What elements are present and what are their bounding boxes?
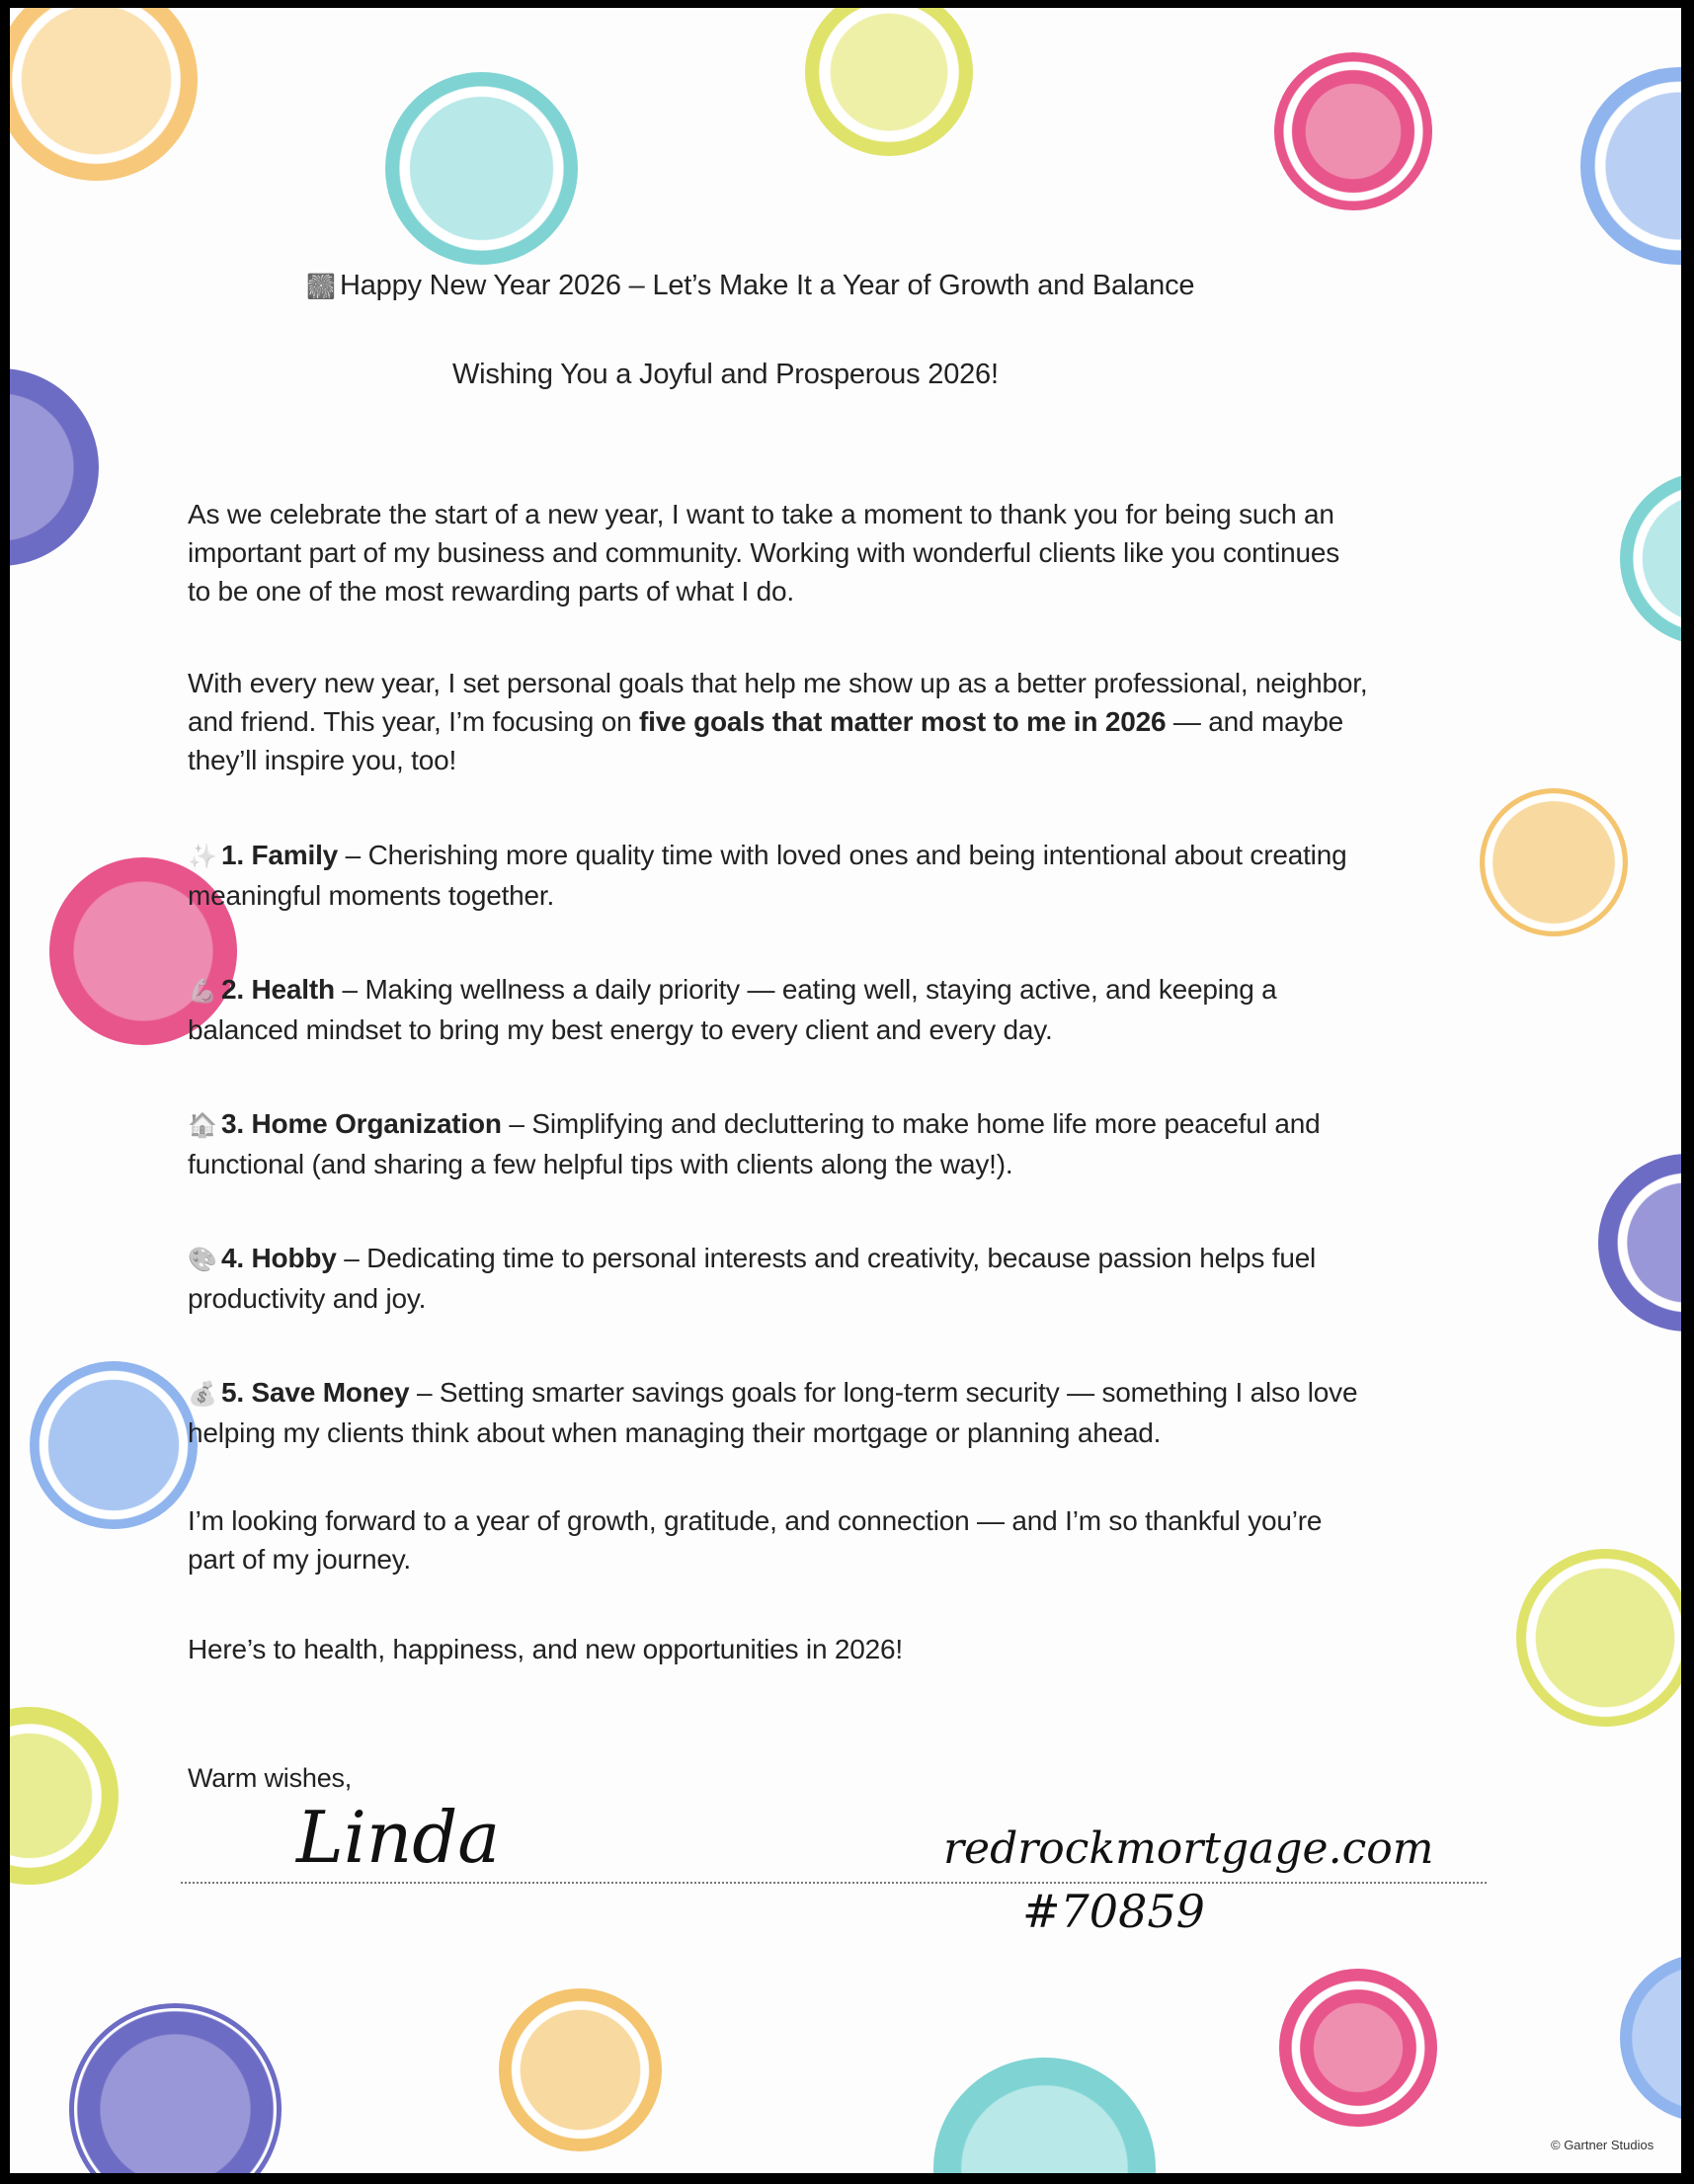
goal-title: 1. Family [221, 840, 339, 870]
text-span: – [501, 1108, 532, 1139]
goal-line: meaningful moments together. [188, 880, 555, 911]
paragraph-intro [188, 495, 1339, 610]
fireworks-icon: 🎆 [306, 274, 336, 300]
goal-line: helping my clients think about when managing their mortgage or planning ahead. [188, 1417, 1162, 1448]
goal-item-health [188, 970, 1277, 1049]
paragraph-closing [188, 1501, 1322, 1578]
paragraph-line: part of my journey. [188, 1544, 411, 1575]
goal-description: Dedicating time to personal interests and creativity, because passion helps fuel [366, 1243, 1317, 1273]
money-bag-icon: 💰 [188, 1381, 217, 1408]
decor-circle-yellow-right [1516, 1549, 1681, 1727]
text-span: – [338, 840, 368, 870]
paragraph-line: they’ll inspire you, too! [188, 745, 457, 775]
paragraph-toast: Here’s to health, happiness, and new opportunities in 2026! [188, 1634, 903, 1664]
decor-circle-blue-top-right [1580, 67, 1681, 265]
decor-circle-purple-right [1598, 1154, 1681, 1332]
decor-circle-teal-top [385, 72, 578, 265]
artist-palette-icon: 🎨 [188, 1247, 217, 1273]
paragraph-line: important part of my business and community. Working with wonderful clients like you continues [188, 537, 1340, 568]
handwritten-license-number: #70859 [1022, 1885, 1205, 1938]
paragraph-line [188, 702, 1367, 741]
goal-line: productivity and joy. [188, 1283, 427, 1314]
letter-title [306, 267, 1194, 306]
decor-circle-purple-bottom-left [69, 2003, 282, 2173]
decor-circle-orange-top-left [10, 8, 198, 181]
decor-circle-pink-bottom [1279, 1969, 1437, 2127]
goal-item-family [188, 836, 1346, 915]
signoff: Warm wishes, [188, 1763, 353, 1793]
goal-item-home-organization [188, 1104, 1320, 1183]
decor-circle-yellow-left [10, 1707, 119, 1885]
goal-line [188, 1373, 1357, 1414]
text-span: – [409, 1377, 440, 1408]
handwritten-website: redrockmortgage.com [943, 1823, 1434, 1874]
goal-description: Cherishing more quality time with loved ones and being intentional about creating [367, 840, 1347, 870]
goal-line [188, 970, 1277, 1011]
decor-circle-blue-left [30, 1361, 198, 1529]
letter-page [10, 8, 1681, 2173]
sparkles-icon: ✨ [188, 844, 217, 870]
decor-circle-teal-bottom [933, 2058, 1156, 2173]
signature-line [181, 1882, 1487, 1884]
decor-circle-blue-bottom-right [1620, 1954, 1681, 2122]
goal-title: 5. Save Money [221, 1377, 410, 1408]
text-span: and friend. This year, I’m focusing on [188, 706, 640, 737]
paragraph-line: As we celebrate the start of a new year, I want to take a moment to thank you for being such an [188, 499, 1334, 529]
text-span: – [336, 1243, 367, 1273]
goal-item-hobby [188, 1239, 1316, 1318]
text-span: – [334, 974, 365, 1005]
goal-line [188, 836, 1346, 876]
handwritten-signature: Linda [296, 1796, 501, 1879]
decor-circle-orange-bottom [499, 1988, 662, 2151]
bold-emphasis: five goals that matter most to me in 2026 [639, 706, 1167, 737]
paragraph-line: With every new year, I set personal goals that help me show up as a better professional, neighbor, [188, 668, 1368, 698]
paragraph-line: to be one of the most rewarding parts of what I do. [188, 576, 794, 607]
goal-line: balanced mindset to bring my best energy to every client and every day. [188, 1014, 1053, 1045]
goal-title: 3. Home Organization [221, 1108, 502, 1139]
decor-circle-purple-left [10, 368, 99, 566]
paragraph-goals-intro [188, 664, 1367, 779]
title-text: Happy New Year 2026 – Let’s Make It a Year of Growth and Balance [340, 270, 1195, 301]
decor-circle-yellow-top [805, 8, 973, 156]
goal-description: Setting smarter savings goals for long-term security — something I also love [439, 1377, 1358, 1408]
goal-title: 2. Health [221, 974, 335, 1005]
copyright-credit: © Gartner Studios [1551, 2138, 1654, 2152]
goal-line [188, 1239, 1316, 1279]
goal-line: functional (and sharing a few helpful tips with clients along the way!). [188, 1149, 1013, 1179]
paragraph-line: I’m looking forward to a year of growth, gratitude, and connection — and I’m so thankful you’re [188, 1505, 1323, 1536]
decor-circle-teal-right [1620, 472, 1681, 645]
flexed-bicep-icon: 💪 [188, 978, 217, 1005]
house-icon: 🏠 [188, 1112, 217, 1139]
letter-subtitle: Wishing You a Joyful and Prosperous 2026! [452, 359, 999, 390]
decor-circle-orange-right [1480, 788, 1628, 936]
text-span: — and maybe [1166, 706, 1344, 737]
goal-description: Making wellness a daily priority — eating well, staying active, and keeping a [364, 974, 1277, 1005]
goal-title: 4. Hobby [221, 1243, 337, 1273]
goal-line [188, 1104, 1320, 1145]
decor-circle-pink-top [1274, 52, 1432, 210]
goal-item-save-money [188, 1373, 1357, 1452]
goal-description: Simplifying and decluttering to make home life more peaceful and [531, 1108, 1321, 1139]
